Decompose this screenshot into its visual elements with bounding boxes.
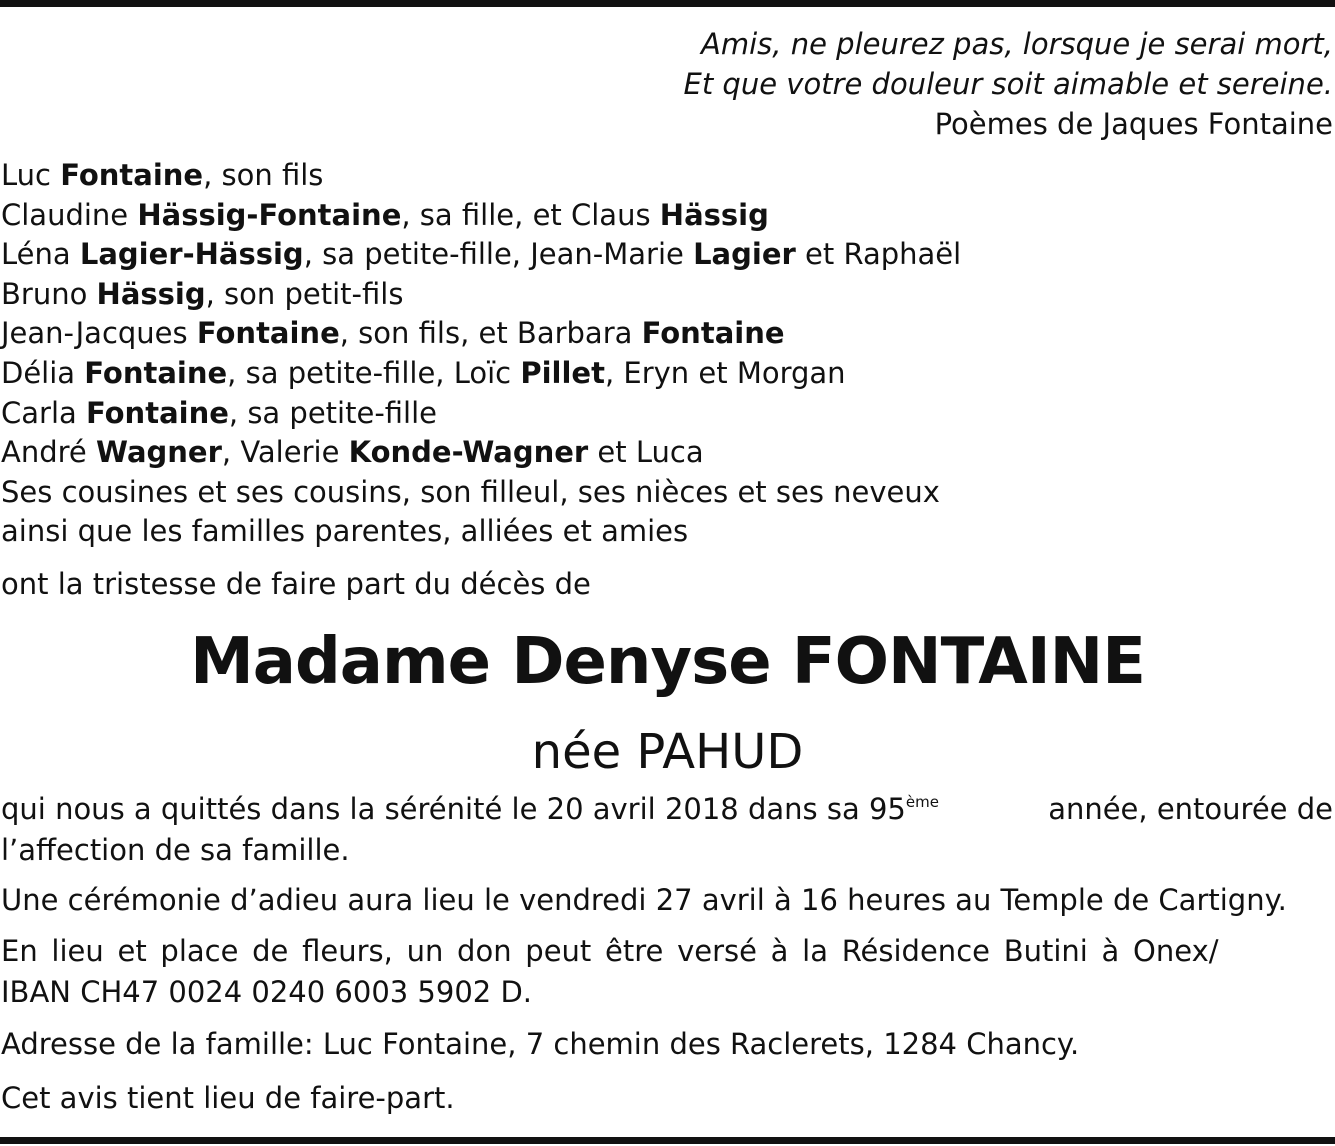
relative-relation: , son fils [203, 158, 324, 192]
relative-relation: , sa fille, et Claus [401, 197, 660, 232]
deceased-maiden-name: née PAHUD [531, 724, 804, 780]
relative-line [1, 394, 961, 434]
relative-given-name: Délia [1, 355, 76, 390]
donation-line-2: IBAN CH47 0024 0240 6003 5902 D. [1, 975, 533, 1009]
passing-text: qui nous a quittés dans la sérénité le 20 avril 2018 dans sa 95 [1, 792, 906, 826]
deceased-name: Madame Denyse FONTAINE [190, 625, 1145, 699]
relative-relation: , Eryn et Morgan [604, 355, 846, 390]
passing-paragraph [1, 789, 1333, 871]
relative-family-name: Konde-Wagner [348, 435, 589, 470]
relative-family-name: Hässig [659, 197, 769, 232]
relative-given-name: Léna [1, 237, 71, 272]
epigraph-verse-1: Amis, ne pleurez pas, lorsque je serai mort, [701, 27, 1333, 61]
relative-relation: , son petit-fils [205, 276, 404, 311]
relative-given-name: Luc [1, 158, 51, 192]
relative-given-name: André [1, 435, 87, 470]
relative-relation: , sa petite-fille [228, 395, 438, 430]
relative-line [1, 433, 961, 473]
relative-given-name: Jean-Jacques [1, 316, 188, 351]
passing-line-2: l’affection de sa famille. [1, 833, 350, 867]
relative-line [1, 235, 961, 275]
family-address-paragraph [1, 1024, 1333, 1065]
ordinal-suffix: ème [905, 793, 939, 811]
relative-family-name: Hässig-Fontaine [137, 197, 402, 232]
epigraph-verse-2: Et que votre douleur soit aimable et sereine. [683, 67, 1333, 101]
ceremony-text: Une cérémonie d’adieu aura lieu le vendredi 27 avril à 16 heures au Temple de Cartigny. [1, 883, 1287, 917]
top-rule [0, 0, 1335, 7]
relative-relation: , son fils, et Barbara [339, 316, 642, 351]
passing-text-end: année, entourée de [1048, 792, 1333, 826]
passing-line-1 [1, 789, 1333, 830]
relative-relation: et Raphaël [795, 237, 962, 272]
relative-family-name: Pillet [520, 355, 605, 390]
relative-relation: , sa petite-fille, Jean-Marie [303, 237, 694, 272]
family-address-text: Adresse de la famille: Luc Fontaine, 7 chemin des Raclerets, 1284 Chancy. [1, 1027, 1080, 1061]
relative-given-name: Claudine [1, 197, 129, 232]
donation-paragraph [1, 931, 1333, 1013]
relative-family-name: Fontaine [84, 355, 228, 390]
notice-closing-paragraph [1, 1078, 1333, 1119]
relative-line [1, 196, 961, 236]
ceremony-paragraph [1, 880, 1333, 921]
relative-family-name: Lagier-Hässig [79, 237, 304, 272]
notice-closing-text: Cet avis tient lieu de faire-part. [1, 1081, 455, 1115]
relative-relation: , Valerie [221, 435, 349, 470]
donation-line-1: En lieu et place de fleurs, un don peut être versé à la Résidence Butini à Onex/ [1, 934, 1219, 968]
relative-family-name: Fontaine [196, 316, 340, 351]
relatives-list [1, 156, 961, 552]
relative-family-name: Lagier [693, 237, 796, 272]
relative-relation: , sa petite-fille, Loïc [227, 355, 521, 390]
relative-line [1, 314, 961, 354]
relative-family-name: Fontaine [60, 158, 204, 192]
bottom-rule [0, 1137, 1335, 1144]
relative-line [1, 354, 961, 394]
relative-given-name: Bruno [1, 276, 88, 311]
passing-text-start [1, 789, 939, 830]
relative-family-name: Wagner [95, 435, 222, 470]
relative-relation: et Luca [588, 435, 704, 470]
relative-family-name: Fontaine [641, 316, 785, 351]
relative-given-name: Carla [1, 395, 77, 430]
relative-family-name: Fontaine [86, 395, 229, 430]
relatives-extended-line: ainsi que les familles parentes, alliées et amies [1, 514, 689, 549]
epigraph-source: Poèmes de Jaques Fontaine [934, 107, 1333, 141]
relative-line [1, 275, 961, 315]
relatives-extended-line: Ses cousines et ses cousins, son filleul, ses nièces et ses neveux [1, 474, 940, 509]
relative-line [1, 156, 961, 196]
relative-family-name: Hässig [96, 276, 206, 311]
epigraph [684, 24, 1333, 144]
announcement-intro: ont la tristesse de faire part du décès de [1, 567, 591, 601]
